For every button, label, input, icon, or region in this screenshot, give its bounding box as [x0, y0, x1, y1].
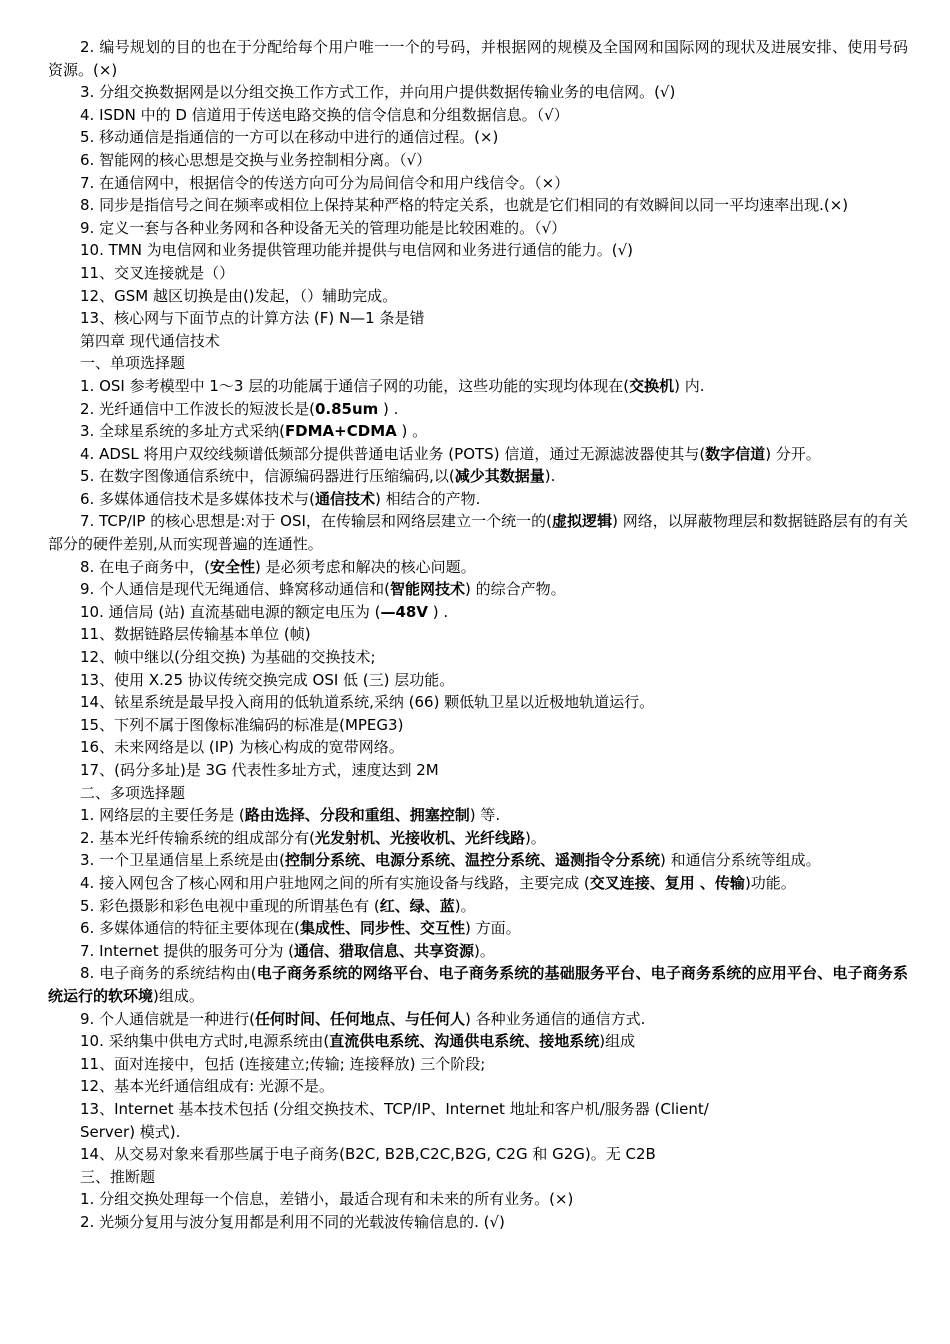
line-text: 二、多项选择题: [80, 783, 186, 802]
line-text: 3. 分组交换数据网是以分组交换工作方式工作，并向用户提供数据传输业务的电信网。(√): [80, 83, 676, 102]
text-line: [48, 646, 908, 669]
text-line: [48, 578, 908, 601]
text-line: [48, 759, 908, 782]
line-text: ) 是必须考虑和解决的核心问题。: [254, 557, 476, 576]
text-line: [48, 488, 908, 511]
line-text: 7. TCP/IP 的核心思想是:对于 OSI，在传输层和网络层建立一个统一的(: [80, 512, 553, 531]
answer-text: 红、绿、蓝: [379, 896, 455, 915]
answer-text: 集成性、同步性、交互性: [299, 919, 465, 938]
line-text: 1. 分组交换处理每一个信息，差错小，最适合现有和未来的所有业务。(×): [80, 1190, 574, 1209]
line-text: )。: [474, 941, 495, 960]
line-text: )。: [454, 896, 476, 915]
line-text: ) 等.: [469, 806, 501, 825]
line-text: 6. 多媒体通信技术是多媒体技术与(: [80, 489, 315, 508]
text-line: [48, 194, 908, 217]
line-text: 3. 一个卫星通信星上系统是由(: [80, 851, 285, 870]
text-line: [48, 104, 908, 127]
text-line: [48, 1188, 908, 1211]
line-text: )功能。: [744, 873, 796, 892]
text-line: [48, 217, 908, 240]
text-line: [48, 601, 908, 624]
answer-text: 通信、猎取信息、共享资源: [294, 941, 475, 960]
section-heading: [48, 352, 908, 375]
text-line: [48, 714, 908, 737]
text-line: [48, 172, 908, 195]
line-text: 15、下列不属于图像标准编码的标准是(MPEG3): [80, 715, 404, 734]
text-line: [48, 804, 908, 827]
answer-text: 控制分系统、电源分系统、温控分系统、遥测指令分系统: [284, 851, 660, 870]
answer-text: 虚拟逻辑: [552, 512, 613, 531]
answer-text: 0.85um: [314, 399, 379, 418]
line-text: 10. 通信局 (站) 直流基础电源的额定电压为 (: [80, 602, 381, 621]
line-text: 6. 智能网的核心思想是交换与业务控制相分离。（√）: [80, 150, 432, 169]
line-text: 12、基本光纤通信组成有: 光源不是。: [80, 1077, 334, 1096]
answer-text: 任何时间、任何地点、与任何人: [254, 1009, 465, 1028]
line-text: 4. ADSL 将用户双绞线频谱低频部分提供普通电话业务 (POTS) 信道，通过无源滤波器使其与(: [80, 444, 706, 463]
text-line: [48, 1143, 908, 1166]
section-heading: [48, 782, 908, 805]
line-text: )。: [524, 828, 546, 847]
line-text: 2. 编号规划的目的也在于分配给每个用户唯一一个的号码，并根据网的规模及全国网和国际网的现状及进展安排、使用号码资源。(×): [48, 38, 908, 79]
line-text: 1. OSI 参考模型中 1～3 层的功能属于通信子网的功能，这些功能的实现均体现在(: [80, 376, 630, 395]
answer-text: FDMA+CDMA: [284, 422, 397, 441]
line-text: 2. 光频分复用与波分复用都是利用不同的光载波传输信息的. (√): [80, 1212, 505, 1231]
text-line: [48, 623, 908, 646]
line-text: ) 网络，以屏蔽物理层和数据链路层有的有关部分的硬件差别,从而实现普遍的连通性。: [48, 512, 908, 554]
document-body: [48, 36, 908, 1233]
text-line: [48, 262, 908, 285]
line-text: 8. 电子商务的系统结构由(: [80, 964, 257, 983]
text-line: [48, 827, 908, 850]
line-text: 11、交叉连接就是（）: [80, 263, 235, 282]
line-text: 10. 采纳集中供电方式时,电源系统由(: [80, 1032, 330, 1051]
text-line: [48, 736, 908, 759]
line-text: 8. 在电子商务中，(: [80, 557, 210, 576]
line-text: ) 相结合的产物.: [374, 489, 481, 508]
text-line: [48, 1075, 908, 1098]
text-line: [48, 691, 908, 714]
line-text: )组成: [599, 1032, 636, 1051]
text-line: [48, 420, 908, 443]
line-text: 9. 个人通信就是一种进行(: [80, 1009, 255, 1028]
answer-text: 减少其数据量: [454, 467, 545, 486]
text-line: [48, 375, 908, 398]
answer-text: 通信技术: [314, 489, 375, 508]
text-line: [48, 1053, 908, 1076]
line-text: ) 方面。: [464, 919, 521, 938]
text-line: [48, 1211, 908, 1234]
answer-text: 安全性: [209, 557, 255, 576]
line-text: 4. ISDN 中的 D 信道用于传送电路交换的信令信息和分组数据信息。（√）: [80, 105, 569, 124]
answer-text: 交叉连接、复用 、传输: [589, 873, 745, 892]
answer-text: —48V: [380, 602, 428, 621]
text-line: [48, 556, 908, 579]
text-line: [48, 81, 908, 104]
text-line: [48, 149, 908, 172]
text-line: [48, 36, 908, 81]
line-text: ).: [544, 467, 556, 486]
line-text: 8. 同步是指信号之间在频率或相位上保持某种严格的特定关系，也就是它们相同的有效瞬间以同一平均速率出现.(×): [80, 196, 849, 215]
text-line: [48, 465, 908, 488]
text-line: [48, 1030, 908, 1053]
answer-text: 光发射机、光接收机、光纤线路: [314, 828, 525, 847]
text-line: [48, 1121, 908, 1144]
line-text: 2. 基本光纤传输系统的组成部分有(: [80, 828, 315, 847]
text-line: [48, 917, 908, 940]
line-text: 5. 在数字图像通信系统中，信源编码器进行压缩编码,以(: [80, 467, 455, 486]
text-line: [48, 398, 908, 421]
line-text: ) 内.: [674, 376, 705, 395]
line-text: 5. 移动通信是指通信的一方可以在移动中进行的通信过程。(×): [80, 128, 499, 147]
line-text: 第四章 现代通信技术: [80, 331, 220, 350]
text-line: [48, 872, 908, 895]
text-line: [48, 849, 908, 872]
answer-text: 路由选择、分段和重组、拥塞控制: [244, 806, 470, 825]
line-text: 1. 网络层的主要任务是 (: [80, 806, 245, 825]
line-text: 9. 定义一套与各种业务网和各种设备无关的管理功能是比较困难的。（√）: [80, 218, 567, 237]
line-text: ) 各种业务通信的通信方式.: [464, 1009, 646, 1028]
line-text: 6. 多媒体通信的特征主要体现在(: [80, 919, 300, 938]
line-text: 12、GSM 越区切换是由()发起，（）辅助完成。: [80, 286, 398, 305]
line-text: 13、使用 X.25 协议传统交换完成 OSI 低 (三) 层功能。: [80, 670, 455, 689]
line-text: 13、核心网与下面节点的计算方法 (F) N—1 条是错: [80, 309, 425, 328]
text-line: [48, 669, 908, 692]
text-line: [48, 1008, 908, 1031]
text-line: [48, 1098, 908, 1121]
line-text: ) 分开。: [765, 444, 821, 463]
text-line: [48, 307, 908, 330]
line-text: 三、推断题: [80, 1167, 156, 1186]
answer-text: 电子商务系统的网络平台、电子商务系统的基础服务平台、电子商务系统的应用平台、电子商务系统运行的软环境: [48, 964, 908, 1005]
line-text: 16、未来网络是以 (IP) 为核心构成的宽带网络。: [80, 738, 404, 757]
line-text: 7. 在通信网中，根据信令的传送方向可分为局间信令和用户线信令。（×）: [80, 173, 570, 192]
line-text: ) 的综合产物。: [464, 580, 566, 599]
text-line: [48, 940, 908, 963]
answer-text: 数字信道: [705, 444, 766, 463]
line-text: 12、帧中继以(分组交换) 为基础的交换技术;: [80, 648, 376, 667]
line-text: 13、Internet 基本技术包括 (分组交换技术、TCP/IP、Internet 地址和客户机/服务器 (Client/: [80, 1099, 709, 1118]
text-line: [48, 510, 908, 555]
answer-text: 智能网技术: [389, 580, 465, 599]
line-text: 5. 彩色摄影和彩色电视中重现的所谓基色有 (: [80, 896, 380, 915]
answer-text: 直流供电系统、沟通供电系统、接地系统: [329, 1032, 600, 1051]
answer-text: 交换机: [629, 376, 675, 395]
text-line: [48, 126, 908, 149]
line-text: 14、从交易对象来看那些属于电子商务(B2C, B2B,C2C,B2G, C2G 和 G2G)。无 C2B: [80, 1145, 656, 1164]
line-text: ) 。: [396, 422, 428, 441]
line-text: 9. 个人通信是现代无绳通信、蜂窝移动通信和(: [80, 580, 390, 599]
line-text: 17、(码分多址)是 3G 代表性多址方式，速度达到 2M: [80, 761, 439, 779]
text-line: [48, 443, 908, 466]
line-text: 3. 全球星系统的多址方式采纳(: [80, 422, 285, 441]
text-line: [48, 239, 908, 262]
line-text: 2. 光纤通信中工作波长的短波长是(: [80, 399, 315, 418]
line-text: 11、面对连接中，包括 (连接建立;传输; 连接释放) 三个阶段;: [80, 1054, 486, 1073]
line-text: 一、单项选择题: [80, 354, 186, 373]
line-text: ) 和通信分系统等组成。: [659, 851, 821, 870]
section-heading: [48, 330, 908, 353]
text-line: [48, 962, 908, 1007]
text-line: [48, 895, 908, 918]
line-text: )组成。: [153, 986, 204, 1005]
line-text: 11、数据链路层传输基本单位 (帧): [80, 625, 311, 644]
line-text: ) .: [427, 602, 449, 621]
line-text: 14、铱星系统是最早投入商用的低轨道系统,采纳 (66) 颗低轨卫星以近极地轨道运行。: [80, 693, 655, 712]
line-text: 4. 接入网包含了核心网和用户驻地网之间的所有实施设备与线路，主要完成 (: [80, 873, 590, 892]
line-text: 7. Internet 提供的服务可分为 (: [80, 941, 295, 960]
line-text: 10. TMN 为电信网和业务提供管理功能并提供与电信网和业务进行通信的能力。(√): [80, 241, 633, 260]
line-text: ) .: [378, 399, 399, 418]
line-text: Server) 模式).: [80, 1122, 181, 1141]
text-line: [48, 285, 908, 308]
section-heading: [48, 1166, 908, 1189]
